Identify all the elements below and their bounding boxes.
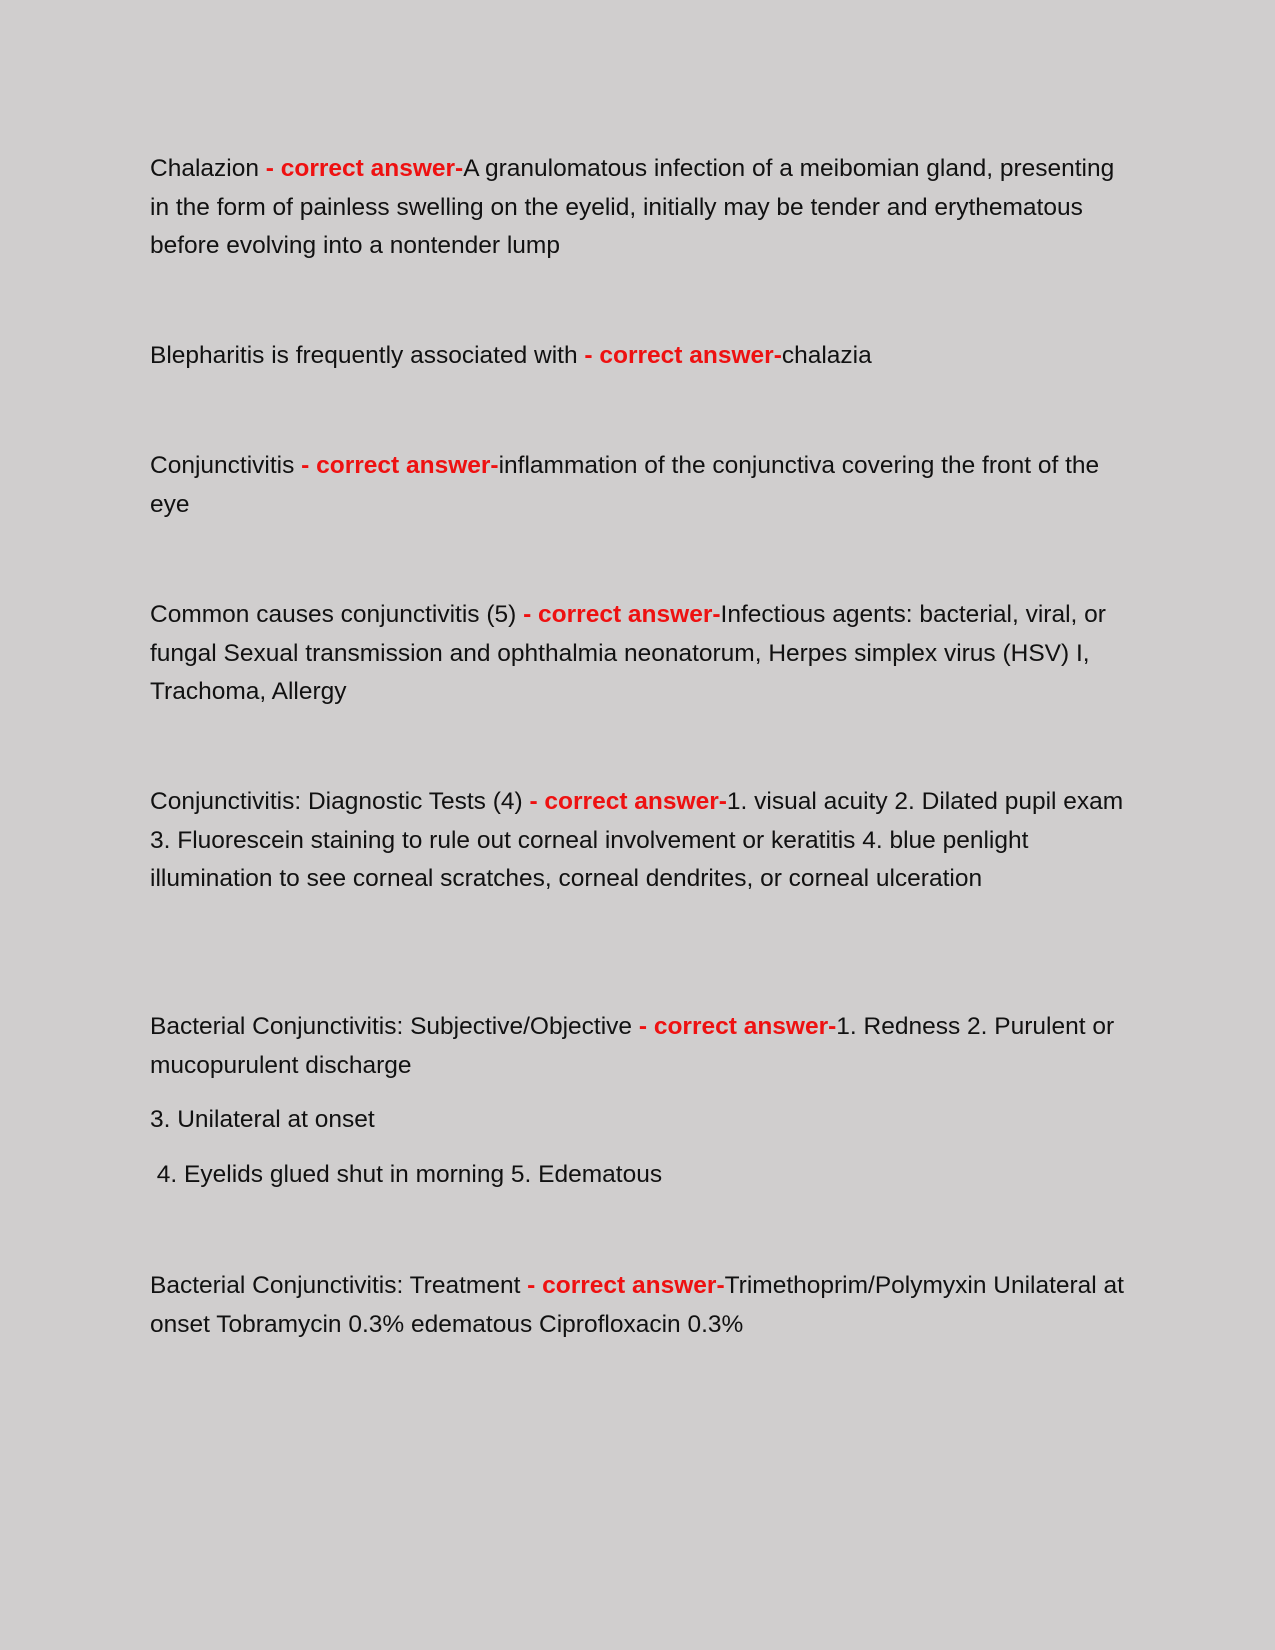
entry-answer: Infectious agents: bacterial, viral, or fungal Sexual transmission and ophthalmia neonatorum, Herpes simplex virus (HSV) I, Trachoma, Allergy <box>150 601 1106 705</box>
entry-term: Common causes conjunctivitis (5) <box>150 601 517 628</box>
entry-answer: 1. Redness 2. Purulent or mucopurulent discharge <box>150 1013 1115 1079</box>
entry-term: Blepharitis is frequently associated with <box>150 342 578 369</box>
qa-entry-common-causes <box>150 596 1135 712</box>
answer-separator: - correct answer- <box>577 342 782 369</box>
answer-separator: - correct answer- <box>520 1272 725 1299</box>
answer-separator: - correct answer- <box>516 601 721 628</box>
entry-answer: Trimethoprim/Polymyxin Unilateral at onset Tobramycin 0.3% edematous Ciprofloxacin 0.3% <box>150 1272 1124 1338</box>
qa-entry-conjunctivitis <box>150 447 1135 524</box>
entry-answer: A granulomatous infection of a meibomian gland, presenting in the form of painless swelling on the eyelid, initially may be tender and erythematous before evolving into a nontender lump <box>150 155 1115 259</box>
qa-entry-bacterial-subjective <box>150 1008 1135 1085</box>
answer-separator: - correct answer- <box>522 788 727 815</box>
entry-answer: inflammation of the conjunctiva covering the front of the eye <box>150 452 1100 518</box>
entry-answer: 1. visual acuity 2. Dilated pupil exam 3. Fluorescein staining to rule out corneal involvement or keratitis 4. blue penlight illumination to see corneal scratches, corneal dendrites, or corneal ulceration <box>150 788 1124 892</box>
entry-term: Conjunctivitis: Diagnostic Tests (4) <box>150 788 523 815</box>
entry-term: Chalazion <box>150 155 259 182</box>
answer-separator: - correct answer- <box>294 452 499 479</box>
qa-entry-diagnostic-tests <box>150 783 1135 899</box>
qa-entry-chalazion <box>150 150 1135 266</box>
qa-entry-bacterial-treatment <box>150 1267 1135 1344</box>
entry-term: Conjunctivitis <box>150 452 295 479</box>
entry-term: Bacterial Conjunctivitis: Treatment <box>150 1272 521 1299</box>
qa-entry-blepharitis <box>150 337 1135 376</box>
qa-entry-continuation-line: 4. Eyelids glued shut in morning 5. Edematous <box>150 1161 663 1188</box>
answer-separator: - correct answer- <box>632 1013 837 1040</box>
entry-answer: chalazia <box>781 342 872 369</box>
qa-entry-continuation-line: 3. Unilateral at onset <box>150 1106 375 1133</box>
entry-term: Bacterial Conjunctivitis: Subjective/Objective <box>150 1013 633 1040</box>
answer-separator: - correct answer- <box>258 155 464 182</box>
